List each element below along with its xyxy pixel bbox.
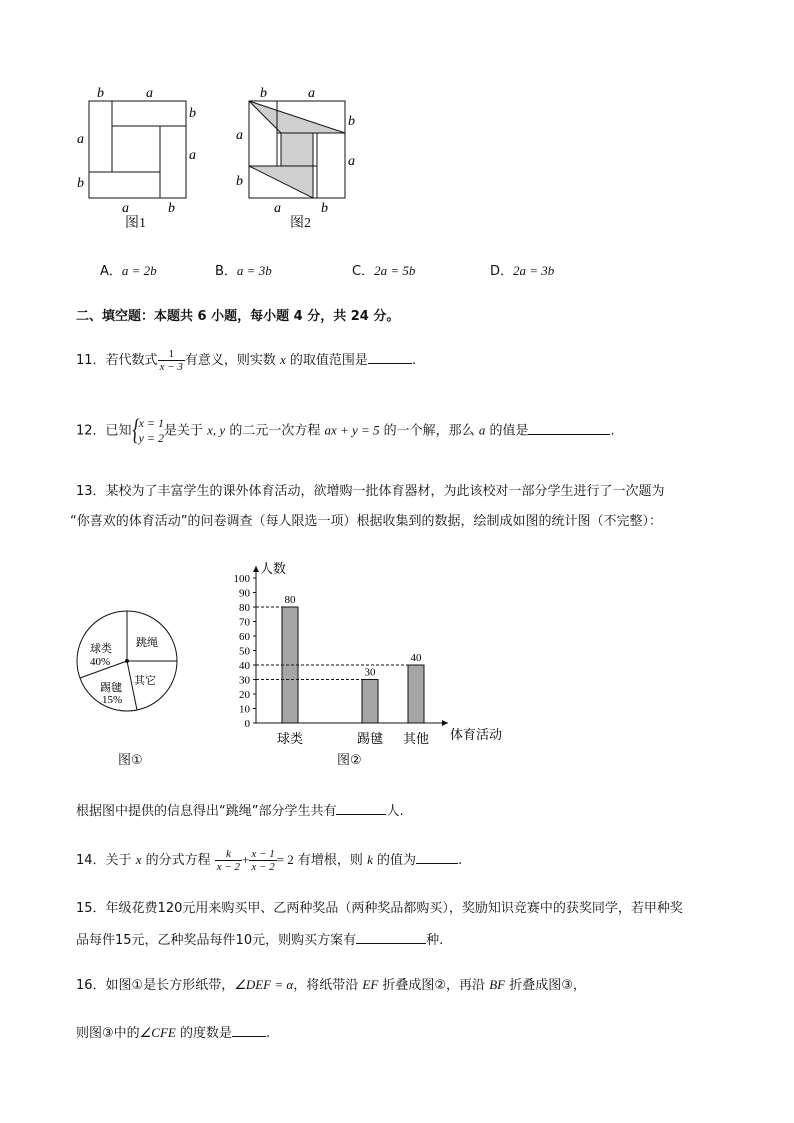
fig1-caption: 图1 <box>125 216 146 231</box>
bar-value-label: 80 <box>284 594 296 606</box>
q15-number: 15． <box>76 901 106 916</box>
section-2-heading: 二、填空题：本题共 6 小题，每小题 4 分，共 24 分。 <box>76 309 400 324</box>
question-14 <box>76 848 462 873</box>
q13-after-text: 根据图中提供的信息得出“跳绳”部分学生共有 <box>76 804 337 819</box>
option-c <box>352 262 415 281</box>
option-a <box>100 262 157 281</box>
question-13-line1 <box>76 483 665 501</box>
q14-mid: 的分式方程 <box>141 853 215 868</box>
q14-f2-num: x − 1 <box>251 848 275 860</box>
question-13-line2: “你喜欢的体育活动”的问卷调查（每人限选一项）根据收集到的数据，绘制成如图的统计图（不完整）： <box>70 514 662 529</box>
fig1-label-b-top: b <box>97 86 104 101</box>
q14-rhs: = 2 <box>276 852 294 867</box>
q14-f2-den: x − 2 <box>251 861 275 873</box>
pie-pct-ball: 40% <box>90 656 111 668</box>
option-d <box>490 262 554 281</box>
pie-label-ball: 球类 <box>90 642 112 655</box>
y-tick-label: 70 <box>239 616 250 629</box>
fig2-label-b-top: b <box>260 86 267 101</box>
q12-mid4: 的值是 <box>485 423 529 439</box>
bar-value-label: 40 <box>410 652 422 664</box>
fig1-label-a-right: a <box>189 148 196 163</box>
q12-answer-blank[interactable] <box>528 421 610 435</box>
option-b-expr: a = 3b <box>236 263 272 278</box>
q14-fraction-2 <box>249 848 276 873</box>
q11-post1: 有意义，则实数 <box>184 353 281 368</box>
q12-number: 12． <box>76 423 106 439</box>
y-tick-label: 100 <box>233 573 250 585</box>
q15-line2: 品每件15元，乙种奖品每件10元，则购买方案有 <box>76 933 357 948</box>
fig1-label-a-top: a <box>146 86 153 101</box>
q13-answer-blank[interactable] <box>336 801 386 815</box>
y-tick-label: 40 <box>239 660 250 672</box>
pie-label-rope: 跳绳 <box>136 636 158 649</box>
q11-number: 11． <box>76 353 106 368</box>
q12-eq2: y = 2 <box>138 431 164 445</box>
fig2-label-a-top: a <box>308 86 315 101</box>
question-12 <box>76 413 615 446</box>
option-b-letter: B． <box>215 264 237 279</box>
q16-line1-mid2: 折叠成图②，再沿 <box>378 978 490 993</box>
q11-end: . <box>411 353 417 368</box>
fig2-caption: 图2 <box>290 216 311 231</box>
y-tick-label: 30 <box>239 674 250 687</box>
option-b <box>215 262 272 281</box>
q16-line1-end: 折叠成图③， <box>505 978 586 993</box>
option-a-letter: A． <box>100 264 122 279</box>
q12-pre: 已知 <box>105 423 132 439</box>
y-tick-label: 50 <box>239 645 250 658</box>
figure-1 <box>70 82 200 222</box>
bar-caption: 图② <box>337 753 362 768</box>
pie-chart <box>72 602 184 714</box>
q11-frac-num: 1 <box>158 348 185 361</box>
q16-ef: EF <box>362 977 379 992</box>
category-label: 球类 <box>276 732 304 747</box>
q15-line2-end: 种. <box>426 933 444 948</box>
q12-mid2: 的二元一次方程 <box>225 423 325 439</box>
q15-answer-blank[interactable] <box>356 930 426 944</box>
fig2-label-b-right: b <box>348 114 355 129</box>
fig1-label-a-left: a <box>77 132 84 147</box>
x-axis-label: 体育活动 <box>450 728 503 743</box>
q12-var-a: a <box>478 422 486 438</box>
q14-plus: + <box>242 852 250 867</box>
pie-label-other: 其它 <box>134 674 156 687</box>
q14-end: . <box>457 853 463 868</box>
bar <box>282 607 298 723</box>
q16-end: . <box>266 1026 271 1041</box>
option-c-expr: 2a = 5b <box>374 263 416 278</box>
question-16-line2 <box>76 1023 270 1043</box>
pie-pct-shuttlecock: 15% <box>102 694 123 706</box>
q11-pre: 若代数式 <box>105 353 158 368</box>
q11-frac-den: x − 3 <box>159 361 183 373</box>
option-a-expr: a = 2b <box>121 263 157 278</box>
q12-mid3: 的一个解，那么 <box>379 423 479 439</box>
y-tick-label: 80 <box>239 602 250 614</box>
bar <box>408 665 424 723</box>
q11-fraction <box>158 348 185 373</box>
q16-line2-end: 的度数是 <box>175 1026 233 1041</box>
question-15-line1 <box>76 900 683 918</box>
q16-line1-mid: ，将纸带沿 <box>293 978 363 993</box>
q13-number: 13． <box>76 484 106 499</box>
pie-label-shuttlecock: 踢毽 <box>100 681 122 694</box>
y-tick-label: 0 <box>244 718 250 730</box>
q12-brace: { <box>131 413 140 446</box>
q11-answer-blank[interactable] <box>368 350 412 364</box>
q14-fraction-1 <box>215 848 242 873</box>
fig1-label-b-bottom: b <box>168 201 175 216</box>
bar-chart <box>220 556 510 751</box>
bar <box>362 680 378 724</box>
y-axis-label: 人数 <box>260 562 287 577</box>
question-16-line1 <box>76 976 586 995</box>
y-tick-label: 10 <box>239 703 250 716</box>
y-tick-label: 60 <box>239 631 250 643</box>
y-tick-label: 20 <box>239 689 250 701</box>
fig1-label-b-left: b <box>77 176 84 191</box>
q16-number: 16． <box>76 978 106 993</box>
fig2-label-b-bottom: b <box>321 201 328 216</box>
q14-mid2: 有增根，则 <box>293 853 368 868</box>
q16-bf: BF <box>489 977 506 992</box>
q13-after-end: 人. <box>386 804 404 819</box>
option-c-letter: C． <box>352 264 375 279</box>
fig2-label-a-right: a <box>348 154 355 169</box>
fig2-label-a-left: a <box>236 128 243 143</box>
q16-angle2: ∠CFE <box>139 1025 176 1040</box>
q14-mid3: 的值为 <box>372 853 416 868</box>
q14-var-k: k <box>367 852 373 867</box>
question-15-line2 <box>76 930 443 950</box>
x-axis-arrow <box>442 720 448 726</box>
q14-answer-blank[interactable] <box>416 850 458 864</box>
q16-line1-pre: 如图①是长方形纸带， <box>105 978 235 993</box>
option-d-expr: 2a = 3b <box>513 263 555 278</box>
option-d-letter: D． <box>490 264 514 279</box>
category-label: 其他 <box>402 732 430 747</box>
pie-caption: 图① <box>118 753 143 768</box>
fig2-label-b-left: b <box>236 174 243 189</box>
q14-f1-num: k <box>215 848 242 861</box>
q14-f1-den: x − 2 <box>216 861 241 873</box>
question-13-after <box>76 801 404 821</box>
q12-eq1: x = 1 <box>138 416 164 430</box>
fig1-label-b-right: b <box>189 106 196 121</box>
q15-line1: 年级花费120元用来购买甲、乙两种奖品（两种奖品都购买），奖励知识竞赛中的获奖同学，若甲种奖 <box>105 901 683 916</box>
q14-number: 14． <box>76 853 106 868</box>
y-axis-arrow <box>253 566 259 572</box>
figure-2 <box>232 82 362 222</box>
q16-angle: ∠DEF = α <box>234 977 294 992</box>
q11-post2: 的取值范围是 <box>285 353 368 368</box>
q12-vars: x, y <box>207 422 226 438</box>
q16-line2-pre: 则图③中的 <box>76 1026 140 1041</box>
q12-system <box>131 413 164 446</box>
question-11 <box>76 348 416 373</box>
q12-mid1: 是关于 <box>164 423 208 439</box>
q16-answer-blank[interactable] <box>232 1023 266 1037</box>
fig1-label-a-bottom: a <box>122 201 129 216</box>
q11-var: x <box>280 352 286 367</box>
q13-line1: 某校为了丰富学生的课外体育活动，欲增购一批体育器材，为此该校对一部分学生进行了一次题为 <box>105 484 665 499</box>
bar-value-label: 30 <box>364 666 376 679</box>
q12-end: . <box>610 423 615 439</box>
y-tick-label: 90 <box>239 587 250 600</box>
q12-equation: ax + y = 5 <box>324 422 380 438</box>
fig2-label-a-bottom: a <box>274 201 281 216</box>
category-label: 踢毽 <box>356 732 384 747</box>
q14-pre: 关于 <box>105 853 136 868</box>
q14-var: x <box>135 852 142 867</box>
